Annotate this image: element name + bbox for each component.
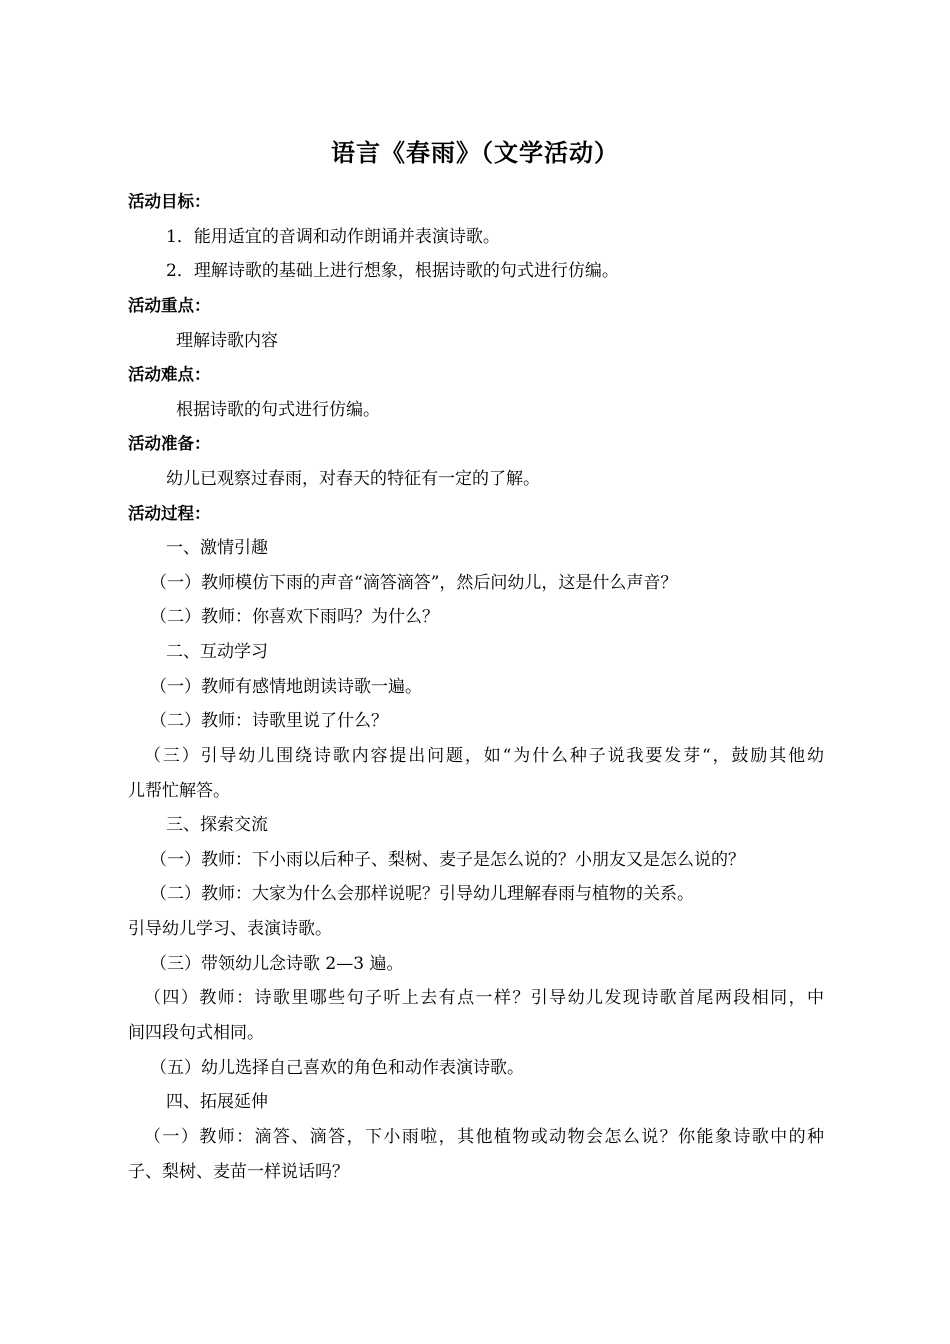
heading-activity-goals: 活动目标： xyxy=(128,192,211,211)
heading-key-points: 活动重点： xyxy=(128,296,211,315)
section-heading-3: 三、探索交流 xyxy=(166,815,268,835)
key-point-text: 理解诗歌内容 xyxy=(176,331,278,351)
section-1-item-1: （一）教师模仿下雨的声音“滴答滴答”，然后问幼儿，这是什么声音？ xyxy=(150,573,678,593)
section-3-note: 引导幼儿学习、表演诗歌。 xyxy=(128,919,332,939)
goal-item-1: 1．能用适宜的音调和动作朗诵并表演诗歌。 xyxy=(166,227,500,247)
preparation-text: 幼儿已观察过春雨，对春天的特征有一定的了解。 xyxy=(166,469,540,489)
goal-item-2: 2．理解诗歌的基础上进行想象，根据诗歌的句式进行仿编。 xyxy=(166,261,619,281)
section-3-item-4-line-1: （四）教师：诗歌里哪些句子听上去有点一样？引导幼儿发现诗歌首尾两段相同，中 xyxy=(144,988,824,1008)
section-3-item-2: （二）教师：大家为什么会那样说呢？引导幼儿理解春雨与植物的关系。 xyxy=(150,884,694,904)
section-heading-4: 四、拓展延伸 xyxy=(166,1092,268,1112)
section-2-item-3-line-1: （三）引导幼儿围绕诗歌内容提出问题，如“为什么种子说我要发芽“，鼓励其他幼 xyxy=(144,746,824,766)
section-2-item-3-line-2: 儿帮忙解答。 xyxy=(128,781,230,801)
section-1-item-2: （二）教师：你喜欢下雨吗？为什么？ xyxy=(150,607,439,627)
section-3-item-1: （一）教师：下小雨以后种子、梨树、麦子是怎么说的？小朋友又是怎么说的？ xyxy=(150,850,745,870)
section-3-item-3: （三）带领幼儿念诗歌 2—3 遍。 xyxy=(150,954,404,974)
difficult-point-text: 根据诗歌的句式进行仿编。 xyxy=(176,400,380,420)
section-4-item-1-line-2: 子、梨树、麦苗一样说话吗？ xyxy=(128,1162,349,1182)
heading-preparation: 活动准备： xyxy=(128,434,211,453)
section-2-item-1: （一）教师有感情地朗读诗歌一遍。 xyxy=(150,677,422,697)
section-4-item-1-line-1: （一）教师：滴答、滴答，下小雨啦，其他植物或动物会怎么说？你能象诗歌中的种 xyxy=(144,1127,824,1147)
section-3-item-5: （五）幼儿选择自己喜欢的角色和动作表演诗歌。 xyxy=(150,1058,524,1078)
section-3-item-4-line-2: 间四段句式相同。 xyxy=(128,1023,264,1043)
heading-difficult-points: 活动难点： xyxy=(128,365,211,384)
section-2-item-2: （二）教师：诗歌里说了什么？ xyxy=(150,711,388,731)
heading-process: 活动过程： xyxy=(128,504,211,523)
section-heading-2: 二、互动学习 xyxy=(166,642,268,662)
document-title: 语言《春雨》（文学活动） xyxy=(331,139,619,167)
section-heading-1: 一、激情引趣 xyxy=(166,538,268,558)
